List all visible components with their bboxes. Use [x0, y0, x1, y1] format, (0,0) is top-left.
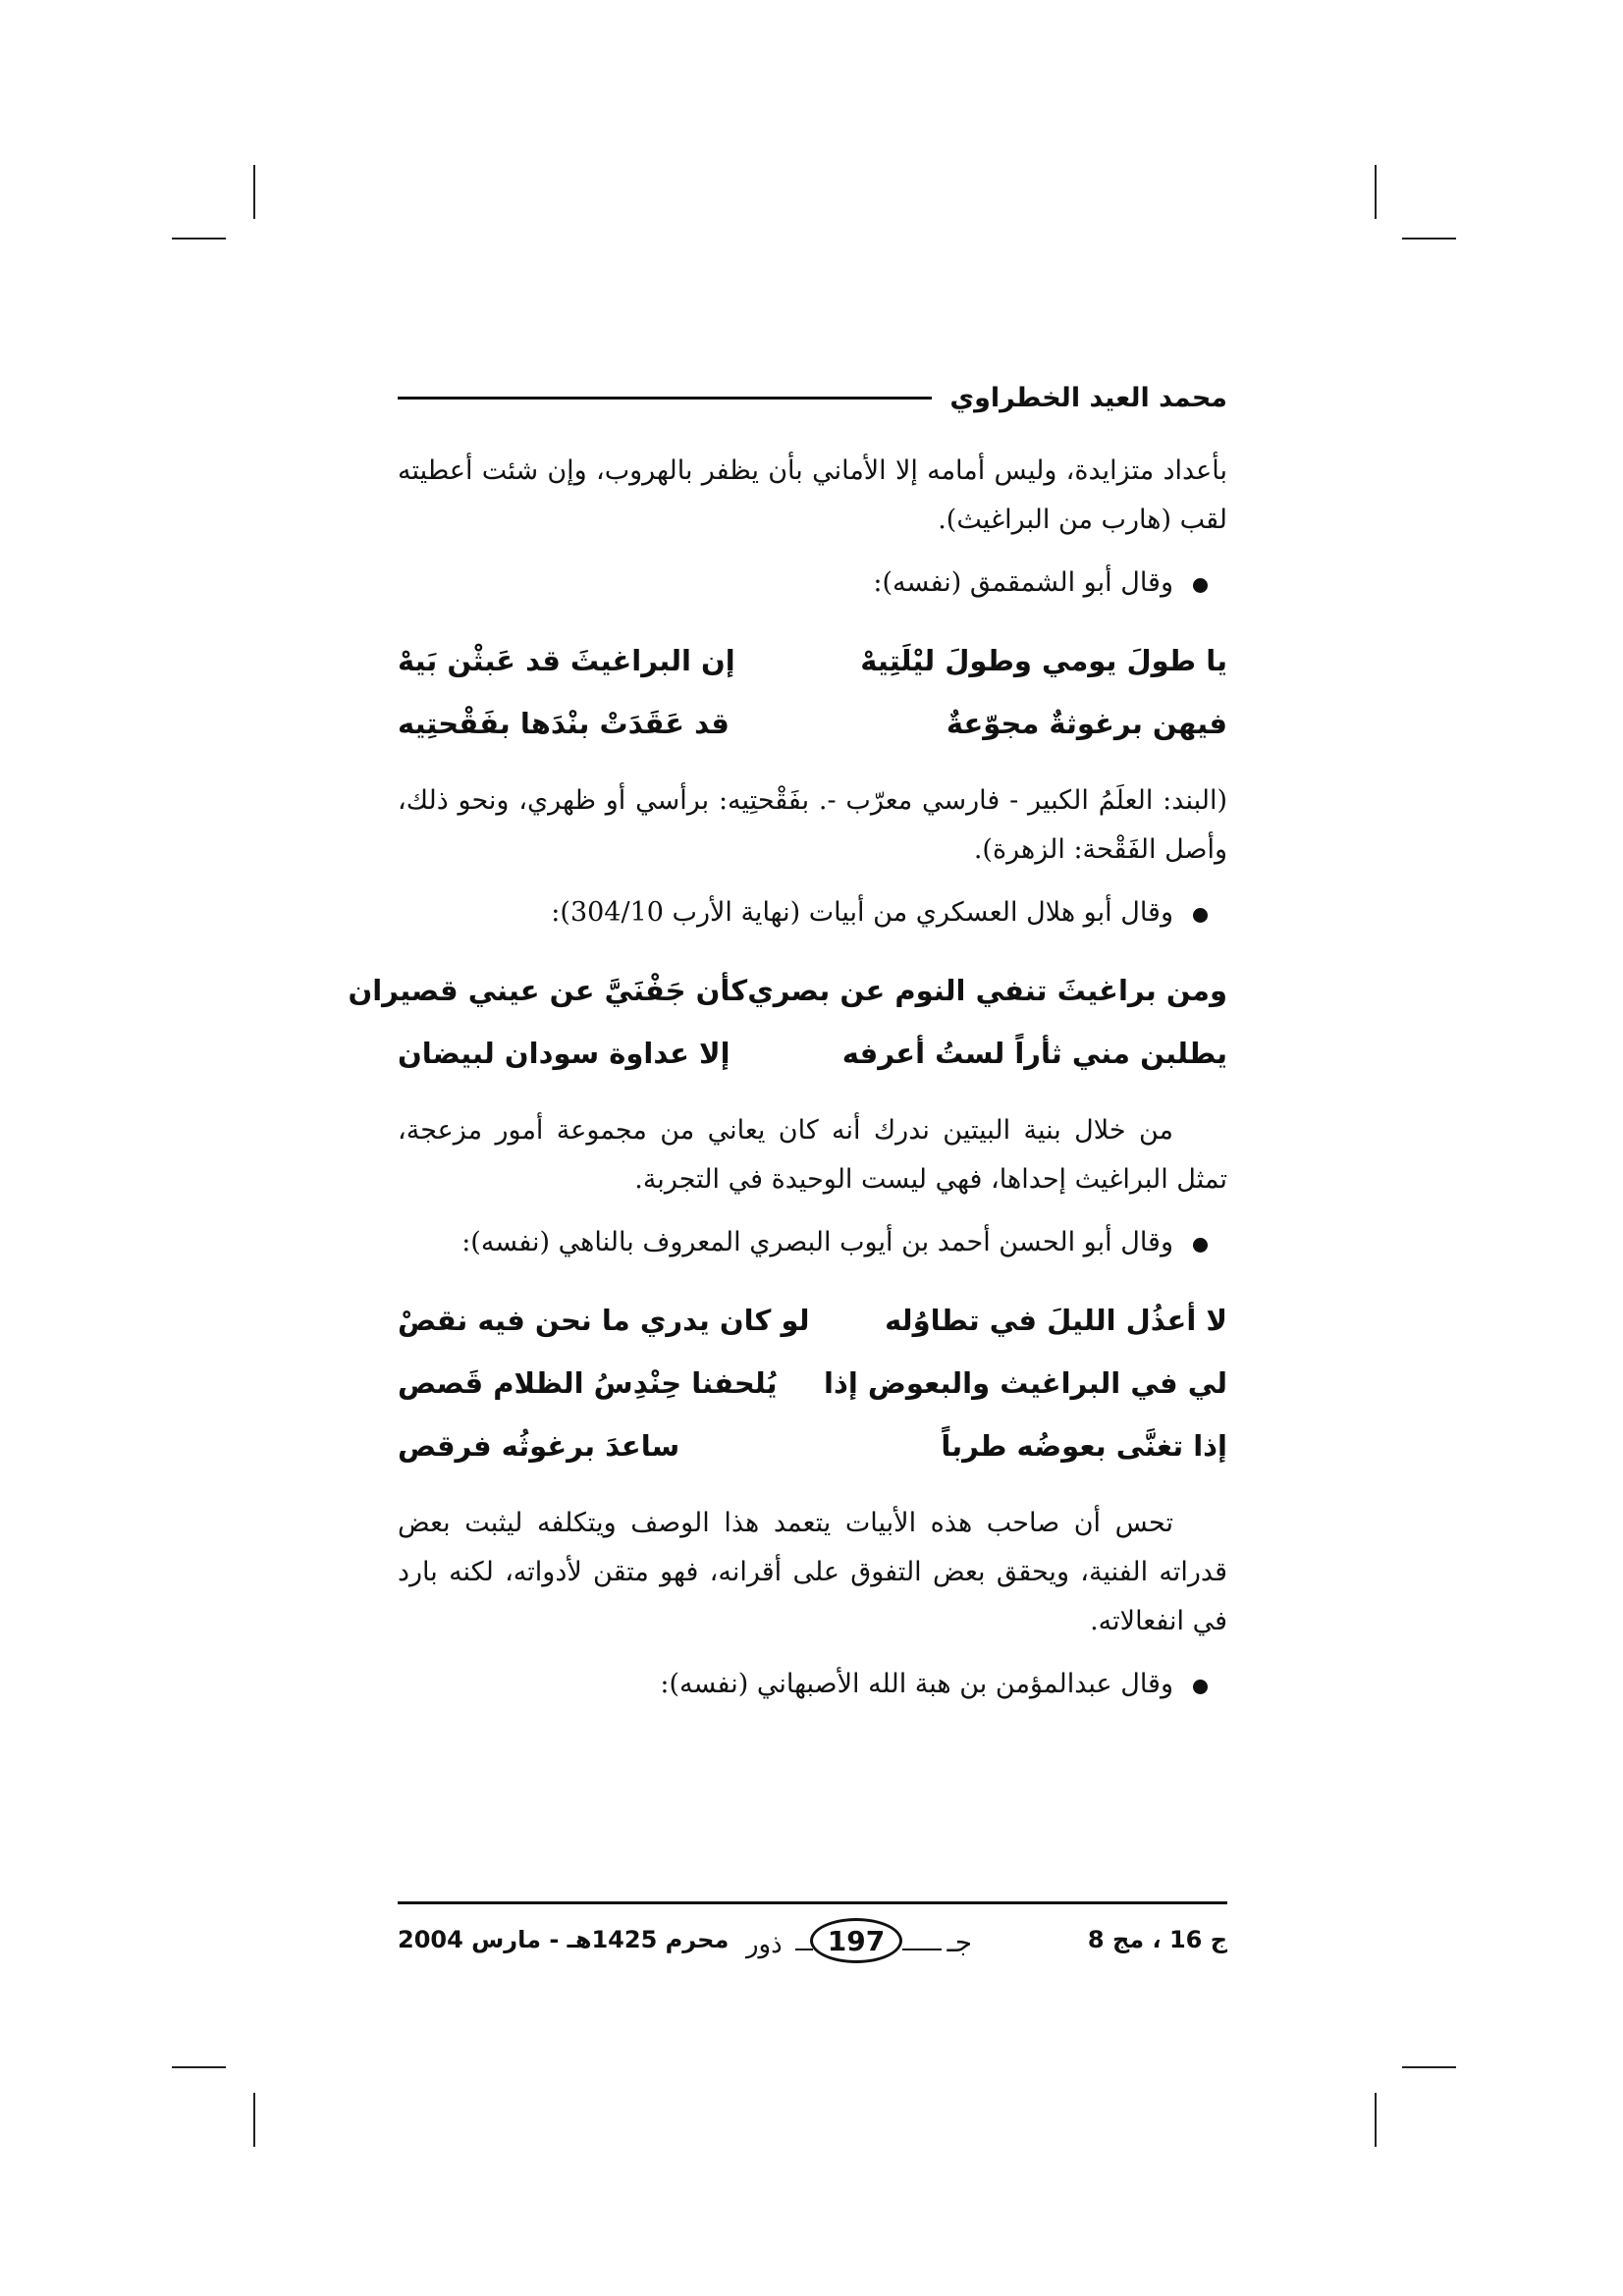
footer-rule	[398, 1901, 1227, 1904]
issue-date: محرم 1425هـ - مارس 2004	[398, 1926, 730, 1953]
verse-second-hemistich: إلا عداوة سودان لبيضان	[398, 1037, 730, 1070]
verse-second-hemistich: ساعدَ برغوثُه فرقص	[398, 1429, 680, 1463]
crop-mark	[253, 165, 255, 219]
verse-line	[398, 692, 1227, 755]
journal-label-left: ذور	[746, 1930, 783, 1959]
verse-first-hemistich: يطلبن مني ثأراً لستُ أعرفه	[841, 1037, 1227, 1070]
bullet-icon	[1193, 578, 1208, 593]
verse-first-hemistich: فيهن برغوثةٌ مجوّعةٌ	[946, 707, 1227, 740]
page-footer	[398, 1914, 1227, 1973]
running-header	[398, 368, 1227, 427]
bullet-text: وقال عبدالمؤمن بن هبة الله الأصبهاني (نفسه):	[660, 1669, 1173, 1699]
journal-logo	[746, 1916, 972, 1967]
paragraph: تحس أن صاحب هذه الأبيات يتعمد هذا الوصف ويتكلفه ليثبت بعض قدراته الفنية، ويحقق بعض التفوق على أقرانه، فهو متقن لأدواته، لكنه بارد في انفعالاته.	[398, 1508, 1227, 1636]
journal-line	[902, 1949, 942, 1950]
verse-first-hemistich: ومن براغيثَ تنفي النوم عن بصري	[747, 974, 1227, 1007]
crop-mark	[1402, 2066, 1456, 2068]
crop-mark	[172, 238, 226, 240]
bullet-icon	[1193, 908, 1208, 923]
page-number: 197	[810, 1918, 902, 1963]
bullet-item	[398, 1660, 1227, 1709]
paragraph: (البند: العلَمُ الكبير - فارسي معرّب -. بفَقْحتِيه: برأسي أو ظهري، ونحو ذلك، وأصل الفَقْحة: الزهرة).	[398, 785, 1227, 865]
bullet-text: وقال أبو الحسن أحمد بن أيوب البصري المعروف بالناهي (نفسه):	[461, 1227, 1173, 1257]
bullet-item	[398, 559, 1227, 608]
verse-line	[398, 1022, 1227, 1085]
bullet-item	[398, 1218, 1227, 1267]
bullet-icon	[1193, 1680, 1208, 1694]
header-rule	[398, 397, 932, 400]
author-name: محمد العيد الخطراوي	[949, 382, 1227, 413]
verse-first-hemistich: لا أعذُل الليلَ في تطاوُله	[885, 1304, 1227, 1337]
bullet-text: وقال أبو الشمقمق (نفسه):	[873, 567, 1173, 598]
bullet-item	[398, 888, 1227, 937]
verse-second-hemistich: إن البراغيثَ قد عَبثْن بَيهْ	[398, 644, 735, 677]
verse-line	[398, 1289, 1227, 1352]
verse-second-hemistich: قد عَقَدَتْ بنْدَها بفَقْحتِيه	[398, 707, 730, 740]
crop-mark	[253, 2093, 255, 2147]
verse-first-hemistich: يا طولَ يومي وطولَ ليْلَتِيهْ	[860, 644, 1227, 677]
verse-line	[398, 1415, 1227, 1477]
bullet-icon	[1193, 1238, 1208, 1253]
paragraph: بأعداد متزايدة، وليس أمامه إلا الأماني بأن يظفر بالهروب، وإن شئت أعطيته لقب (هارب من البراغيث).	[398, 455, 1227, 535]
crop-mark	[172, 2066, 226, 2068]
verse-second-hemistich: يُلحفنا حِنْدِسُ الظلام قَصص	[398, 1366, 778, 1400]
verse-second-hemistich: كأن جَفْنَيَّ عن عيني قصيران	[348, 974, 748, 1007]
paragraph: من خلال بنية البيتين ندرك أنه كان يعاني من مجموعة أمور مزعجة، تمثل البراغيث إحداها، فهي ليست الوحيدة في التجربة.	[398, 1115, 1227, 1195]
verse-first-hemistich: إذا تغنَّى بعوضُه طرباً	[941, 1429, 1227, 1463]
verse-second-hemistich: لو كان يدري ما نحن فيه نقصْ	[398, 1304, 810, 1337]
verse-line	[348, 959, 1227, 1022]
journal-label-right: جـ	[947, 1926, 972, 1958]
verse-line	[398, 1352, 1227, 1415]
bullet-text: وقال أبو هلال العسكري من أبيات (نهاية الأرب 304/10):	[551, 897, 1173, 928]
verse-line	[398, 629, 1227, 692]
verse-first-hemistich: لي في البراغيث والبعوض إذا	[824, 1366, 1227, 1400]
crop-mark	[1402, 238, 1456, 240]
issue-info: ج 16 ، مج 8	[1087, 1926, 1227, 1953]
crop-mark	[1375, 165, 1377, 219]
crop-mark	[1375, 2093, 1377, 2147]
page-body	[348, 368, 1227, 1709]
journal-line	[795, 1949, 813, 1950]
